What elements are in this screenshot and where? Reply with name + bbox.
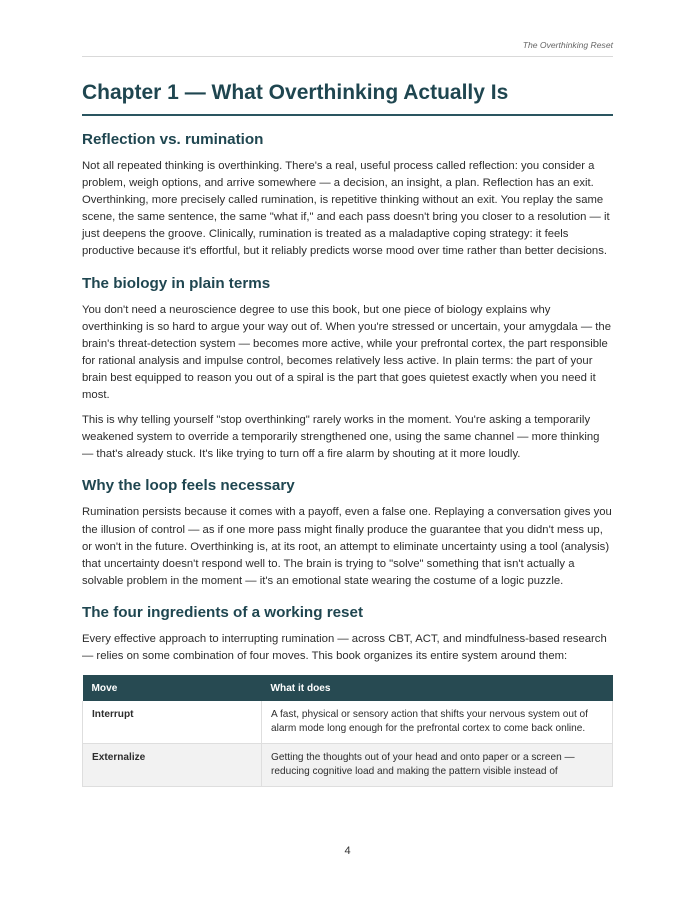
table-row (83, 701, 613, 743)
column-header-description: What it does (262, 675, 613, 701)
paragraph-reflection: Not all repeated thinking is overthinking. There's a real, useful process called reflection: you consider a problem, weigh options, and arrive somewhere — a decision, an insight, a plan. Reflection has an exit. Overthinking, more precisely called rumination, is repetitive thinking without an exit. You replay the same scene, the same sentence, the same "what if," and each pass doesn't bring you closer to a resolution — it just deepens the groove. Clinically, rumination is treated as a maladaptive coping strategy: it feels productive because it's effortful, but it reliably predicts worse mood over time rather than better decisions. (82, 160, 610, 258)
section-heading-biology: The biology in plain terms (82, 274, 271, 292)
page-number: 4 (344, 845, 351, 857)
description-cell: A fast, physical or sensory action that shifts your nervous system out of alarm mode long enough for the prefrontal cortex to come back online. (262, 701, 613, 743)
table-header-row (83, 675, 613, 701)
move-cell: Externalize (83, 743, 262, 786)
running-header: The Overthinking Reset (522, 40, 613, 50)
moves-table (82, 675, 613, 787)
paragraph-biology-1: You don't need a neuroscience degree to use this book, but one piece of biology explains why overthinking is so hard to argue your way out of. When you're stressed or uncertain, your amygdala — the brain's threat-detection system — becomes more active, while your prefrontal cortex, the part responsible for rational analysis and impulse control, becomes relatively less active. In plain terms: the part of your brain best equipped to reason you out of a spiral is the part that goes quietest exactly when you need it most. (82, 303, 611, 402)
paragraph-loop: Rumination persists because it comes with a payoff, even a false one. Replaying a conversation gives you the illusion of control — as if one more pass might finally produce the guarantee that you didn't mess up, or won't in the future. Overthinking is, at its root, an attempt to eliminate uncertainty using a tool (analysis) that uncertainty doesn't respond well to. The brain is trying to "solve" something that isn't actually a solvable problem in the moment — it's an emotional state wearing the costume of a logic puzzle. (82, 506, 612, 587)
paragraph-biology-2: This is why telling yourself "stop overthinking" rarely works in the moment. You're asking a temporarily weakened system to override a temporarily strengthened one, using the same channel — more thinking — that's already stuck. It's like trying to turn off a fire alarm by shouting at it more loudly. (82, 414, 600, 461)
table-row (83, 743, 613, 786)
paragraph-ingredients: Every effective approach to interrupting rumination — across CBT, ACT, and mindfulness-based research — relies on some combination of four moves. This book organizes its entire system around them: (82, 632, 607, 662)
section-heading-reflection: Reflection vs. rumination (82, 131, 264, 148)
section-heading-loop: Why the loop feels necessary (82, 477, 295, 495)
description-cell: Getting the thoughts out of your head and onto paper or a screen — reducing cognitive load and making the pattern visible instead of (262, 743, 613, 786)
chapter-title: Chapter 1 — What Overthinking Actually Is (82, 78, 613, 116)
section-heading-ingredients: The four ingredients of a working reset (82, 603, 364, 621)
page-content (82, 78, 613, 787)
header-divider (82, 56, 613, 57)
column-header-move: Move (83, 675, 262, 701)
move-cell: Interrupt (83, 701, 262, 743)
